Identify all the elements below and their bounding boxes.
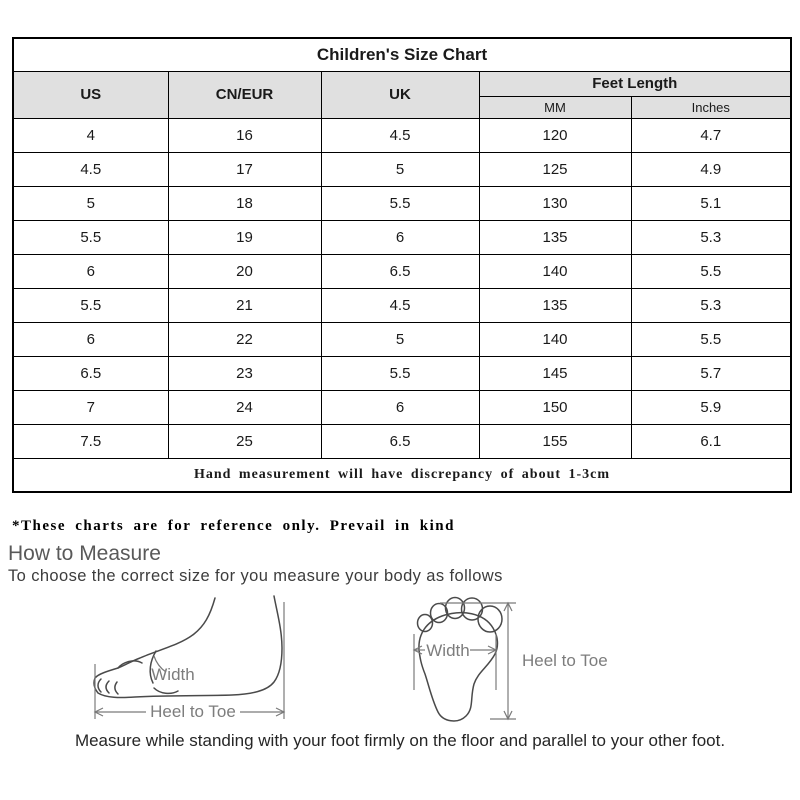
cell-inches: 5.9 [631,390,791,424]
foot-top-view-diagram [398,586,648,734]
table-row [13,322,791,356]
toe-curl-icon [106,681,109,693]
cell-us: 7.5 [13,424,168,458]
cell-inches: 6.1 [631,424,791,458]
cell-uk: 4.5 [321,288,479,322]
table-footer-row [13,458,791,492]
cell-cneur: 19 [168,220,321,254]
measurement-discrepancy-note: Hand measurement will have discrepancy of about 1-3cm [13,458,791,492]
column-header-us: US [13,71,168,118]
table-row [13,424,791,458]
side-heel-to-toe-label: Heel to Toe [150,702,236,721]
subcolumn-header-mm: MM [479,96,631,118]
cell-uk: 4.5 [321,118,479,152]
cell-us: 7 [13,390,168,424]
width-band-icon [154,688,178,693]
cell-uk: 6.5 [321,424,479,458]
toe-curl-icon [98,679,101,692]
how-to-measure-heading: How to Measure [8,542,161,565]
cell-uk: 5.5 [321,186,479,220]
cell-cneur: 20 [168,254,321,288]
cell-uk: 5 [321,152,479,186]
cell-inches: 4.9 [631,152,791,186]
table-row [13,390,791,424]
table-row [13,118,791,152]
cell-mm: 135 [479,288,631,322]
cell-cneur: 25 [168,424,321,458]
cell-cneur: 16 [168,118,321,152]
cell-cneur: 18 [168,186,321,220]
cell-us: 6 [13,322,168,356]
cell-inches: 4.7 [631,118,791,152]
table-row [13,152,791,186]
cell-cneur: 23 [168,356,321,390]
table-row [13,220,791,254]
cell-cneur: 22 [168,322,321,356]
cell-inches: 5.3 [631,220,791,254]
table-title: Children's Size Chart [13,38,791,71]
table-row [13,186,791,220]
top-heel-to-toe-label: Heel to Toe [522,651,608,670]
foot-side-view-diagram [80,588,295,726]
subcolumn-header-inches: Inches [631,96,791,118]
cell-inches: 5.7 [631,356,791,390]
size-chart-table [12,37,792,493]
cell-inches: 5.1 [631,186,791,220]
cell-cneur: 17 [168,152,321,186]
cell-mm: 135 [479,220,631,254]
cell-us: 6 [13,254,168,288]
cell-cneur: 24 [168,390,321,424]
table-row [13,288,791,322]
cell-us: 4.5 [13,152,168,186]
cell-mm: 145 [479,356,631,390]
cell-inches: 5.5 [631,254,791,288]
big-toe-icon [478,606,502,632]
reference-note: *These charts are for reference only. Prevail in kind [12,518,455,534]
cell-us: 6.5 [13,356,168,390]
cell-uk: 6 [321,390,479,424]
cell-uk: 5 [321,322,479,356]
column-header-feet-length: Feet Length [479,71,791,96]
measuring-instruction: Measure while standing with your foot firmly on the floor and parallel to your other foot. [74,731,726,750]
toe-curl-icon [115,682,118,694]
cell-inches: 5.5 [631,322,791,356]
cell-mm: 120 [479,118,631,152]
cell-inches: 5.3 [631,288,791,322]
column-header-cneur: CN/EUR [168,71,321,118]
cell-mm: 155 [479,424,631,458]
how-to-measure-subtitle: To choose the correct size for you measure your body as follows [8,567,503,585]
cell-mm: 130 [479,186,631,220]
table-row [13,356,791,390]
cell-us: 5.5 [13,220,168,254]
column-header-uk: UK [321,71,479,118]
cell-uk: 6.5 [321,254,479,288]
cell-uk: 5.5 [321,356,479,390]
cell-mm: 140 [479,254,631,288]
cell-us: 4 [13,118,168,152]
cell-mm: 140 [479,322,631,356]
side-width-label: Width [151,665,195,684]
cell-mm: 150 [479,390,631,424]
cell-cneur: 21 [168,288,321,322]
cell-us: 5.5 [13,288,168,322]
cell-uk: 6 [321,220,479,254]
top-width-label: Width [426,641,470,660]
cell-mm: 125 [479,152,631,186]
cell-us: 5 [13,186,168,220]
table-row [13,254,791,288]
